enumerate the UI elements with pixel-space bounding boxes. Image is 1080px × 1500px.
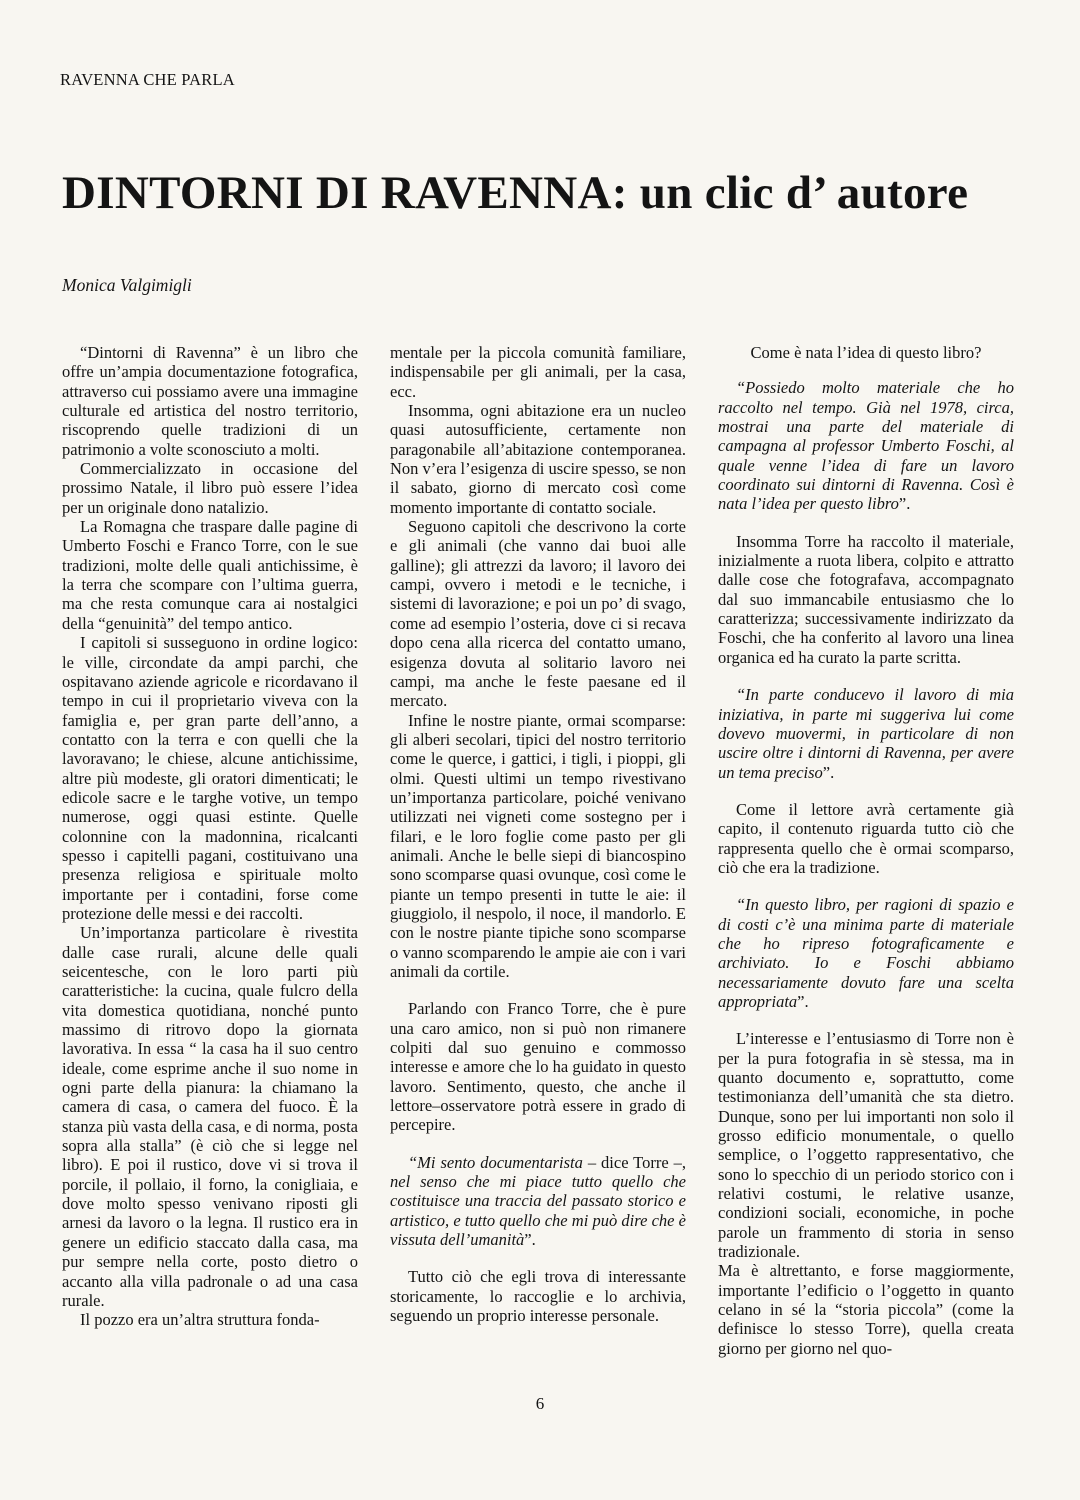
quote-text: “In questo libro, per ragioni di spazio e di costi c’è una minima parte di materiale che ho ripreso fotograficamente e archiviato. Io e Foschi abbiamo necessariamente dovuto fare una scelta appropriata [718,895,1014,1011]
quote-attribution: – dice Torre –, [582,1152,686,1172]
quote-close: ”. [524,1230,536,1250]
quote-text: “Mi sento documentarista [408,1152,583,1172]
paragraph: “Dintorni di Ravenna” è un libro che offre un’ampia documentazione fotografica, attraverso cui possiamo avere una immagine culturale ed artistica del nostro territorio, riscoprendo quelle tradizioni di un patrimonio a volte sconosciuto a molti. [62,343,358,459]
paragraph: Seguono capitoli che descrivono la corte e gli animali (che vanno dai buoi alle galline); gli attrezzi da lavoro; il lavoro dei campi, ovvero i metodi e le tecniche, i sistemi di lavorazione; e poi un po’ di svago, come ad esempio l’osteria, dove ci si recava dopo cena alla ricerca del contatto umano, esigenza dovuta al solitario lavoro nei campi, ma anche le feste paesane ed il mercato. [390,517,686,711]
paragraph: Commercializzato in occasione del prossimo Natale, il libro può essere l’idea per un originale dono natalizio. [62,459,358,517]
paragraph: L’interesse e l’entusiasmo di Torre non è per la pura fotografia in sè stessa, ma in quanto documento e, soprattutto, come testimonianza dell’umanità che sta dietro. Dunque, sono per lui importanti non solo il grosso edificio monumentale, o quello semplice, o l’oggetto rappresentativo, che sono lo specchio di un periodo storico con i relativi costumi, le relative usanze, condizioni sociali, economiche, in poche parole un frammento di storia in senso tradizionale. [718,1029,1014,1262]
article-title [62,166,968,220]
quote-close: ”. [797,991,809,1011]
paragraph: Un’importanza particolare è rivestita dalle case rurali, alcune delle quali seicentesche, con le loro parti più caratteristiche: la cucina, quale fulcro della vita domestica quotidiana, nonché punto massimo di ritrovo dopo la giornata lavorativa. In essa “ la casa ha il suo centro ideale, come esprime anche il suo nome in ogni parte della pianura: la chiamano la camera di casa, o camera del fuoco. È la stanza più vasta della casa, e di norma, posta sopra alla stalla” (è ciò che si legge nel libro). E poi il rustico, dove vi si trova il porcile, il pollaio, il forno, la conigliaia, e dove molto spesso venivano riposti gli arnesi da lavoro o la legna. Il rustico era in genere un edificio staccato dalla casa, ma pur sempre nella corte, posto dietro o accanto alla villa padronale o ad una casa rurale. [62,923,358,1310]
text-column-3 [718,343,1014,1358]
page-number: 6 [535,1394,545,1413]
paragraph: Il pozzo era un’altra struttura fonda- [80,1310,320,1330]
quote-close: ”. [822,762,835,782]
author-byline: Monica Valgimigli [62,275,192,295]
paragraph: Insomma Torre ha raccolto il materiale, inizialmente a ruota libera, colpito e attratto dalle cose che fotografava, accompagnato dal suo immancabile entusiasmo che lo caratterizza; successivamente indirizzato da Foschi, che ha conferito al lavoro una linea organica ed ha curato la parte scritta. [718,531,1014,667]
quote-paragraph [718,378,1014,513]
paragraph: I capitoli si susseguono in ordine logico: le ville, circondate da ampi parchi, che ospitavano aziende agricole e ricordavano il tempo in cui il proprietario viveva con la famiglia e, per gran parte dell’anno, a contatto con la terra e con quelli che la lavoravano; le chiese, alcune antichissime, altre più modeste, gli oratori dimenticati; le edicole sacre e le targhe votive, un tempo numerose, oggi quasi estinte. Quelle colonnine con la madonnina, ricalcanti spesso i capitelli pagani, costituivano una presenza religiosa e spirituale molto importante per i contadini, forse come protezione delle messi e dei raccolti. [62,633,358,923]
quote-text: “In parte conducevo il lavoro di mia iniziativa, in parte mi suggeriva lui come dovevo muovermi, in particolare di non uscire oltre i dintorni di Ravenna, per avere un tema preciso [718,685,1014,782]
paragraph: Come il lettore avrà certamente già capito, il contenuto riguarda tutto ciò che rappresenta quello che è ormai scomparso, ciò che era la tradizione. [718,799,1014,877]
quote-paragraph [718,685,1014,782]
paragraph: Tutto ciò che egli trova di interessante storicamente, lo raccoglie e lo archivia, seguendo un proprio interesse personale. [390,1267,686,1326]
quote-close: ”. [898,494,911,514]
quote-paragraph [390,1153,686,1250]
interview-question: Come è nata l’idea di questo libro? [750,343,982,362]
title-main: DINTORNI DI RAVENNA: [62,167,628,219]
running-head: RAVENNA CHE PARLA [60,70,235,89]
paragraph: Infine le nostre piante, ormai scomparse: gli alberi secolari, tipici del nostro territorio come le querce, i gattici, i tigli, i pioppi, gli olmi. Questi ultimi un tempo rivestivano un’importanza particolare, poiché venivano utilizzati nei vigneti come sostegno per i filari, e le loro foglie come pasto per gli animali. Anche le belle siepi di biancospino sono scomparse quasi ovunque, così come le piante un tempo presenti in tutte le aie: il giuggiolo, il nespolo, il noce, il mandorlo. E con le nostre piante tipiche sono scomparse o vanno scomparendo le ampie aie con i vari animali da cortile. [390,710,686,981]
paragraph: Ma è altrettanto, e forse maggiormente, importante l’edificio o l’oggetto in quanto celano in sé la “storia piccola” (come la definisce lo stesso Torre), quella creata giorno per giorno nel quo- [718,1261,1014,1358]
paragraph: Parlando con Franco Torre, che è pure una caro amico, non si può non rimanere colpiti dal suo genuino e commosso interesse e amore che lo ha guidato in questo lavoro. Sentimento, questo, che anche il lettore–osservatore potrà essere in grado di percepire. [390,999,686,1135]
quote-text: nel senso che mi piace tutto quello che costituisce una traccia del passato storico e artistico, e tutto quello che mi può dire che è vissuta dell’umanità [390,1172,686,1250]
paragraph: La Romagna che traspare dalle pagine di Umberto Foschi e Franco Torre, con le sue tradizioni, molte delle quali antichissime, è la terra che scompare con l’ultima guerra, ma che resta comunque cara ai nostalgici della “genuinità” del tempo antico. [62,517,358,633]
title-subtitle: un clic d’ autore [639,167,969,219]
text-column-1 [62,343,358,1330]
paragraph: Insomma, ogni abitazione era un nucleo quasi autosufficiente, certamente non paragonabile all’abitazione contemporanea. Non v’era l’esigenza di uscire spesso, se non il sabato, giorno di mercato così come momento importante di contatto sociale. [390,401,686,517]
text-column-2 [390,343,686,1326]
quote-paragraph [718,895,1014,1011]
paragraph: mentale per la piccola comunità familiare, indispensabile per gli animali, per la casa, ecc. [390,343,686,401]
quote-text: “Possiedo molto materiale che ho raccolto nel tempo. Già nel 1978, circa, mostrai una parte del materiale di campagna al professor Umberto Foschi, al quale venne l’idea di fare un lavoro coordinato sui dintorni di Ravenna. Così è nata l’idea per questo libro [718,378,1014,514]
